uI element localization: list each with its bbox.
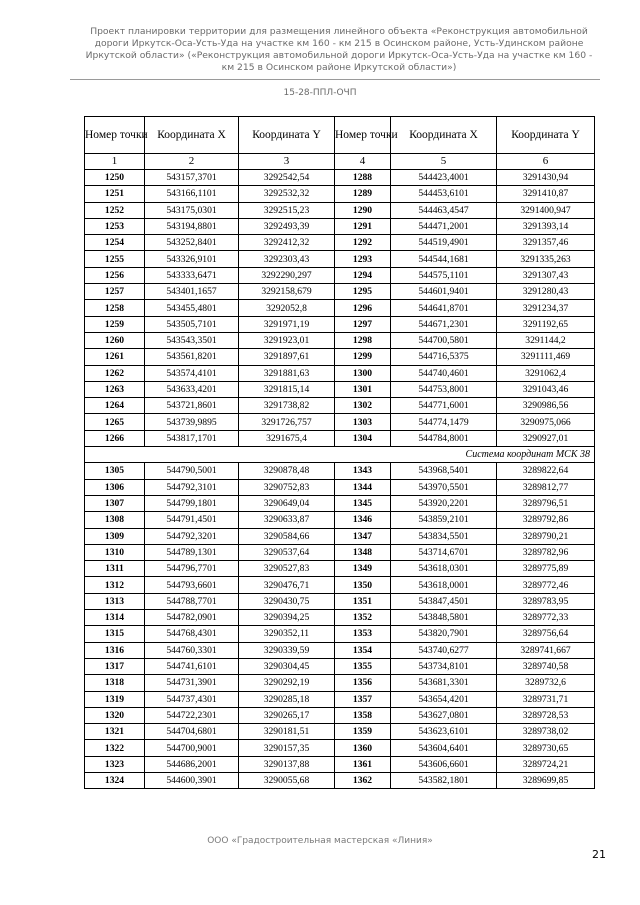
header-coordinate-y: Координата Y [497,117,595,154]
point-number-cell: 1324 [85,772,145,788]
point-number-cell: 1293 [335,251,391,267]
table-row [85,642,595,658]
organization-footer: ООО «Градостроительная мастерская «Линия» [207,836,433,846]
header-coordinate-x: Координата X [391,117,497,154]
point-number-cell: 1254 [85,235,145,251]
coord-x-cell: 544799,1801 [145,495,239,511]
coord-y-cell: 3291234,37 [497,300,595,316]
point-number-cell: 1321 [85,724,145,740]
coord-y-cell: 3291923,01 [239,332,335,348]
point-number-cell: 1360 [335,740,391,756]
point-number-cell: 1316 [85,642,145,658]
coord-y-cell: 3290265,17 [239,707,335,723]
point-number-cell: 1315 [85,626,145,642]
point-number-cell: 1303 [335,414,391,430]
coord-x-cell: 544760,3301 [145,642,239,658]
coord-x-cell: 543604,6401 [391,740,497,756]
coord-y-cell: 3291280,43 [497,284,595,300]
point-number-cell: 1302 [335,398,391,414]
coord-x-cell: 543633,4201 [145,381,239,397]
table-row [85,658,595,674]
point-number-cell: 1355 [335,658,391,674]
coord-y-cell: 3291357,46 [497,235,595,251]
column-number: 2 [145,154,239,170]
point-number-cell: 1304 [335,430,391,446]
coord-x-cell: 543834,5501 [391,528,497,544]
coord-x-cell: 543175,0301 [145,202,239,218]
coord-y-cell: 3289782,96 [497,544,595,560]
point-number-cell: 1298 [335,332,391,348]
point-number-cell: 1343 [335,463,391,479]
point-number-cell: 1317 [85,658,145,674]
point-number-cell: 1301 [335,381,391,397]
table-row [85,349,595,365]
coord-y-cell: 3292158,679 [239,284,335,300]
point-number-cell: 1320 [85,707,145,723]
coord-x-cell: 544600,3901 [145,772,239,788]
coord-x-cell: 543543,3501 [145,332,239,348]
coord-x-cell: 543582,1801 [391,772,497,788]
coord-y-cell: 3292493,39 [239,218,335,234]
coord-x-cell: 543326,9101 [145,251,239,267]
coord-y-cell: 3290292,19 [239,675,335,691]
table-row [85,610,595,626]
coord-y-cell: 3291043,46 [497,381,595,397]
coord-y-cell: 3289740,58 [497,658,595,674]
point-number-cell: 1357 [335,691,391,707]
point-number-cell: 1344 [335,479,391,495]
point-number-cell: 1351 [335,593,391,609]
coord-y-cell: 3291971,19 [239,316,335,332]
point-number-cell: 1311 [85,561,145,577]
point-number-cell: 1349 [335,561,391,577]
coord-x-cell: 543252,8401 [145,235,239,251]
point-number-cell: 1354 [335,642,391,658]
coord-x-cell: 543970,5501 [391,479,497,495]
coord-y-cell: 3292303,43 [239,251,335,267]
coord-x-cell: 543847,4501 [391,593,497,609]
coord-x-cell: 544790,5001 [145,463,239,479]
coord-y-cell: 3290537,64 [239,544,335,560]
header-coordinate-x: Координата X [145,117,239,154]
coord-x-cell: 543618,0301 [391,561,497,577]
point-number-cell: 1307 [85,495,145,511]
table-row [85,218,595,234]
point-number-cell: 1305 [85,463,145,479]
point-number-cell: 1362 [335,772,391,788]
point-number-cell: 1359 [335,724,391,740]
column-number: 6 [497,154,595,170]
coord-y-cell: 3290633,87 [239,512,335,528]
point-number-cell: 1352 [335,610,391,626]
table-row [85,365,595,381]
coord-y-cell: 3290527,83 [239,561,335,577]
point-number-cell: 1312 [85,577,145,593]
table-row [85,398,595,414]
coord-y-cell: 3290584,66 [239,528,335,544]
table-row [85,235,595,251]
point-number-cell: 1290 [335,202,391,218]
coord-x-cell: 544671,2301 [391,316,497,332]
point-number-cell: 1261 [85,349,145,365]
point-number-cell: 1296 [335,300,391,316]
point-number-cell: 1345 [335,495,391,511]
coord-y-cell: 3289741,667 [497,642,595,658]
table-row [85,675,595,691]
table-row [85,528,595,544]
coord-y-cell: 3290878,48 [239,463,335,479]
table-row [85,381,595,397]
coord-x-cell: 544423,4001 [391,170,497,186]
table-row [85,740,595,756]
coord-y-cell: 3291400,947 [497,202,595,218]
coord-y-cell: 3290157,35 [239,740,335,756]
coord-x-cell: 544788,7701 [145,593,239,609]
coord-y-cell: 3289772,46 [497,577,595,593]
coord-x-cell: 544471,2001 [391,218,497,234]
coord-x-cell: 543401,1657 [145,284,239,300]
coord-y-cell: 3292412,32 [239,235,335,251]
coord-y-cell: 3291111,469 [497,349,595,365]
coord-x-cell: 543740,6277 [391,642,497,658]
coord-y-cell: 3291335,263 [497,251,595,267]
table-row [85,691,595,707]
document-code: 15-28-ППЛ-ОЧП [283,88,357,98]
table-row [85,561,595,577]
point-number-cell: 1252 [85,202,145,218]
point-number-cell: 1295 [335,284,391,300]
table-row [85,251,595,267]
coord-x-cell: 544768,4301 [145,626,239,642]
point-number-cell: 1250 [85,170,145,186]
point-number-cell: 1323 [85,756,145,772]
point-number-cell: 1288 [335,170,391,186]
table-row [85,626,595,642]
coord-y-cell: 3290352,11 [239,626,335,642]
coord-x-cell: 544700,9001 [145,740,239,756]
coord-y-cell: 3291726,757 [239,414,335,430]
coord-y-cell: 3291410,87 [497,186,595,202]
point-number-cell: 1361 [335,756,391,772]
coord-y-cell: 3291738,82 [239,398,335,414]
table-row [85,707,595,723]
coord-x-cell: 544544,1681 [391,251,497,267]
section-row [85,447,595,463]
point-number-cell: 1358 [335,707,391,723]
point-number-cell: 1346 [335,512,391,528]
coord-x-cell: 544741,6101 [145,658,239,674]
coord-y-cell: 3290394,25 [239,610,335,626]
point-number-cell: 1260 [85,332,145,348]
coord-y-cell: 3291144,2 [497,332,595,348]
coord-x-cell: 544791,4501 [145,512,239,528]
coord-x-cell: 543654,4201 [391,691,497,707]
coord-x-cell: 543561,8201 [145,349,239,365]
point-number-cell: 1262 [85,365,145,381]
coord-x-cell: 543505,7101 [145,316,239,332]
coord-y-cell: 3291675,4 [239,430,335,446]
table-row [85,300,595,316]
coord-x-cell: 543968,5401 [391,463,497,479]
coord-y-cell: 3291307,43 [497,267,595,283]
point-number-cell: 1256 [85,267,145,283]
point-number-cell: 1309 [85,528,145,544]
coord-y-cell: 3291393,14 [497,218,595,234]
coord-y-cell: 3291062,4 [497,365,595,381]
point-number-cell: 1353 [335,626,391,642]
coord-y-cell: 3290927,01 [497,430,595,446]
point-number-cell: 1259 [85,316,145,332]
coord-x-cell: 544716,5375 [391,349,497,365]
coord-y-cell: 3289731,71 [497,691,595,707]
coord-x-cell: 543166,1101 [145,186,239,202]
coord-y-cell: 3290285,18 [239,691,335,707]
point-number-cell: 1322 [85,740,145,756]
table-row [85,463,595,479]
coord-y-cell: 3289792,86 [497,512,595,528]
coord-x-cell: 543574,4101 [145,365,239,381]
point-number-cell: 1251 [85,186,145,202]
column-number: 1 [85,154,145,170]
coord-x-cell: 544796,7701 [145,561,239,577]
coord-y-cell: 3291881,63 [239,365,335,381]
point-number-cell: 1258 [85,300,145,316]
coord-y-cell: 3290181,51 [239,724,335,740]
table-header-row [85,117,595,154]
coord-x-cell: 544740,4601 [391,365,497,381]
coord-y-cell: 3292532,32 [239,186,335,202]
coord-x-cell: 544793,6601 [145,577,239,593]
point-number-cell: 1314 [85,610,145,626]
point-number-cell: 1299 [335,349,391,365]
coord-x-cell: 543623,6101 [391,724,497,740]
coord-x-cell: 544700,5801 [391,332,497,348]
coord-x-cell: 543817,1701 [145,430,239,446]
coord-y-cell: 3289732,6 [497,675,595,691]
coord-x-cell: 543721,8601 [145,398,239,414]
point-number-cell: 1348 [335,544,391,560]
page-number: 21 [592,848,606,861]
coord-x-cell: 543157,3701 [145,170,239,186]
column-number: 5 [391,154,497,170]
coord-x-cell: 543333,6471 [145,267,239,283]
coord-x-cell: 544782,0901 [145,610,239,626]
column-number: 4 [335,154,391,170]
point-number-cell: 1308 [85,512,145,528]
point-number-cell: 1306 [85,479,145,495]
point-number-cell: 1356 [335,675,391,691]
coord-x-cell: 543820,7901 [391,626,497,642]
point-number-cell: 1289 [335,186,391,202]
coord-x-cell: 543859,2101 [391,512,497,528]
coord-x-cell: 544519,4901 [391,235,497,251]
table-row [85,724,595,740]
point-number-cell: 1319 [85,691,145,707]
coord-y-cell: 3291897,61 [239,349,335,365]
table-row [85,495,595,511]
header-coordinate-y: Координата Y [239,117,335,154]
coord-y-cell: 3289812,77 [497,479,595,495]
coord-x-cell: 544753,8001 [391,381,497,397]
coord-x-cell: 544774,1479 [391,414,497,430]
coord-x-cell: 544792,3201 [145,528,239,544]
table-row [85,284,595,300]
coord-y-cell: 3289772,33 [497,610,595,626]
coord-x-cell: 544737,4301 [145,691,239,707]
point-number-cell: 1253 [85,218,145,234]
table-row [85,479,595,495]
table-row [85,186,595,202]
project-title: Проект планировки территории для размещения линейного объекта «Реконструкция автомобильной дороги Иркутск-Оса-Усть-Уда на участке км 160 - км 215 в Осинском районе, Усть-Удинском районе Иркутской области» («Реконструкция автомобильной дороги Иркутск-Оса-Усть-Уда на участке км 160 - км 215 в Осинском районе Иркутской области») [85,26,593,73]
coord-x-cell: 544575,1101 [391,267,497,283]
coord-x-cell: 544792,3101 [145,479,239,495]
coord-x-cell: 544731,3901 [145,675,239,691]
point-number-cell: 1265 [85,414,145,430]
coord-x-cell: 543455,4801 [145,300,239,316]
coord-x-cell: 543194,8801 [145,218,239,234]
point-number-cell: 1266 [85,430,145,446]
coord-x-cell: 544789,1301 [145,544,239,560]
coord-x-cell: 543618,0001 [391,577,497,593]
coord-x-cell: 544704,6801 [145,724,239,740]
coord-x-cell: 544771,6001 [391,398,497,414]
coord-x-cell: 544641,8701 [391,300,497,316]
coord-y-cell: 3290476,71 [239,577,335,593]
coord-x-cell: 543627,0801 [391,707,497,723]
point-number-cell: 1292 [335,235,391,251]
section-row-group [85,447,595,463]
coord-y-cell: 3289783,95 [497,593,595,609]
coordinate-system-label: Система координат МСК 38 [85,447,595,463]
coord-y-cell: 3289728,53 [497,707,595,723]
coord-x-cell: 544601,9401 [391,284,497,300]
header-divider [70,79,600,80]
table-row [85,170,595,186]
coord-y-cell: 3289790,21 [497,528,595,544]
point-number-cell: 1313 [85,593,145,609]
table-row [85,772,595,788]
coord-x-cell: 544463,4547 [391,202,497,218]
table-row [85,316,595,332]
coord-y-cell: 3290137,88 [239,756,335,772]
table-row [85,332,595,348]
coord-y-cell: 3289756,64 [497,626,595,642]
point-number-cell: 1264 [85,398,145,414]
column-number: 3 [239,154,335,170]
table-row [85,430,595,446]
coord-y-cell: 3289724,21 [497,756,595,772]
table-body-part1 [85,170,595,447]
coord-y-cell: 3290752,83 [239,479,335,495]
coord-y-cell: 3290304,45 [239,658,335,674]
coord-y-cell: 3292290,297 [239,267,335,283]
coord-x-cell: 544686,2001 [145,756,239,772]
coord-y-cell: 3290649,04 [239,495,335,511]
coord-x-cell: 544784,8001 [391,430,497,446]
coord-y-cell: 3289775,89 [497,561,595,577]
point-number-cell: 1294 [335,267,391,283]
table-row [85,577,595,593]
coord-x-cell: 543920,2201 [391,495,497,511]
table-row [85,202,595,218]
coord-y-cell: 3291192,65 [497,316,595,332]
coord-x-cell: 544722,2301 [145,707,239,723]
column-number-row [85,154,595,170]
header-point-number: Номер точки [85,117,145,154]
table-row [85,593,595,609]
coord-y-cell: 3291815,14 [239,381,335,397]
coord-y-cell: 3289699,85 [497,772,595,788]
point-number-cell: 1350 [335,577,391,593]
point-number-cell: 1255 [85,251,145,267]
coord-y-cell: 3290986,56 [497,398,595,414]
coord-y-cell: 3289796,51 [497,495,595,511]
coord-y-cell: 3289822,64 [497,463,595,479]
table-row [85,512,595,528]
point-number-cell: 1318 [85,675,145,691]
table-body-part2 [85,463,595,789]
coord-y-cell: 3290430,75 [239,593,335,609]
table-row [85,267,595,283]
point-number-cell: 1297 [335,316,391,332]
coord-x-cell: 543734,8101 [391,658,497,674]
header-point-number: Номер точки [335,117,391,154]
coord-x-cell: 543714,6701 [391,544,497,560]
table-row [85,756,595,772]
point-number-cell: 1310 [85,544,145,560]
coord-y-cell: 3289738,02 [497,724,595,740]
coord-x-cell: 543739,9895 [145,414,239,430]
coord-y-cell: 3290339,59 [239,642,335,658]
coord-x-cell: 543681,3301 [391,675,497,691]
coordinates-table [84,116,595,789]
table-row [85,544,595,560]
coord-y-cell: 3290055,68 [239,772,335,788]
point-number-cell: 1257 [85,284,145,300]
point-number-cell: 1263 [85,381,145,397]
coord-y-cell: 3292052,8 [239,300,335,316]
coord-y-cell: 3292542,54 [239,170,335,186]
coord-x-cell: 543606,6601 [391,756,497,772]
coord-x-cell: 543848,5801 [391,610,497,626]
point-number-cell: 1347 [335,528,391,544]
coord-x-cell: 544453,6101 [391,186,497,202]
coord-y-cell: 3292515,23 [239,202,335,218]
point-number-cell: 1300 [335,365,391,381]
table-row [85,414,595,430]
coord-y-cell: 3290975,066 [497,414,595,430]
point-number-cell: 1291 [335,218,391,234]
coord-y-cell: 3289730,65 [497,740,595,756]
coord-y-cell: 3291430,94 [497,170,595,186]
